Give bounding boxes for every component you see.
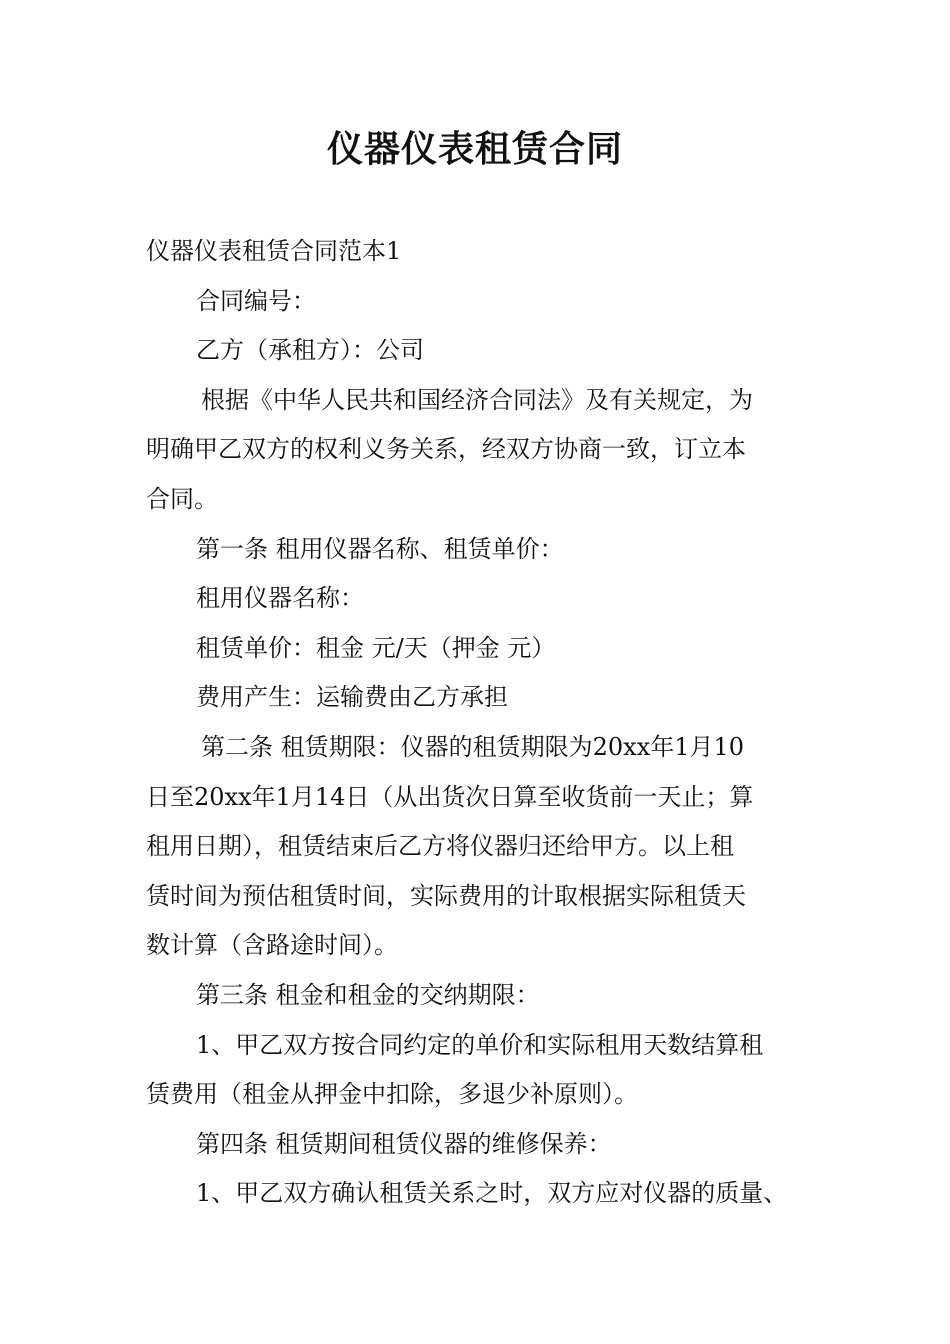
paragraph-line: 数计算（含路途时间）。 (146, 931, 398, 960)
article-heading: 第三条 租金和租金的交纳期限： (196, 980, 540, 1009)
article-heading: 第四条 租赁期间租赁仪器的维修保养： (196, 1129, 612, 1158)
paragraph-line: 明确甲乙双方的权利义务关系，经双方协商一致，订立本 (146, 435, 746, 464)
article-heading: 第二条 租赁期限：仪器的租赁期限为20xx年1月10 (201, 732, 745, 761)
paragraph-line: 1、甲乙双方按合同约定的单价和实际租用天数结算租 (196, 1030, 764, 1059)
section-heading: 仪器仪表租赁合同范本1 (146, 237, 402, 265)
paragraph-line: 租用日期），租赁结束后乙方将仪器归还给甲方。以上租 (146, 832, 734, 861)
article-heading: 第一条 租用仪器名称、租赁单价： (196, 534, 564, 563)
paragraph-line: 租赁单价：租金 元/天（押金 元） (196, 633, 556, 662)
paragraph-line: 赁费用（租金从押金中扣除，多退少补原则）。 (146, 1080, 638, 1109)
paragraph-line: 1、甲乙双方确认租赁关系之时，双方应对仪器的质量、 (196, 1179, 788, 1208)
contract-number-line: 合同编号： (196, 286, 316, 315)
document-title: 仪器仪表租赁合同 (326, 129, 623, 170)
document-body (146, 227, 810, 1219)
paragraph-line: 日至20xx年1月14日（从出货次日算至收货前一天止；算 (146, 782, 754, 811)
party-b-line: 乙方（承租方）：公司 (196, 336, 424, 365)
paragraph-line: 租用仪器名称： (196, 584, 364, 613)
paragraph-line: 赁时间为预估租赁时间，实际费用的计取根据实际租赁天 (146, 881, 746, 910)
paragraph-line: 合同。 (146, 484, 218, 513)
paragraph-line: 根据《中华人民共和国经济合同法》及有关规定，为 (201, 385, 753, 414)
paragraph-line: 费用产生：运输费由乙方承担 (196, 683, 508, 712)
